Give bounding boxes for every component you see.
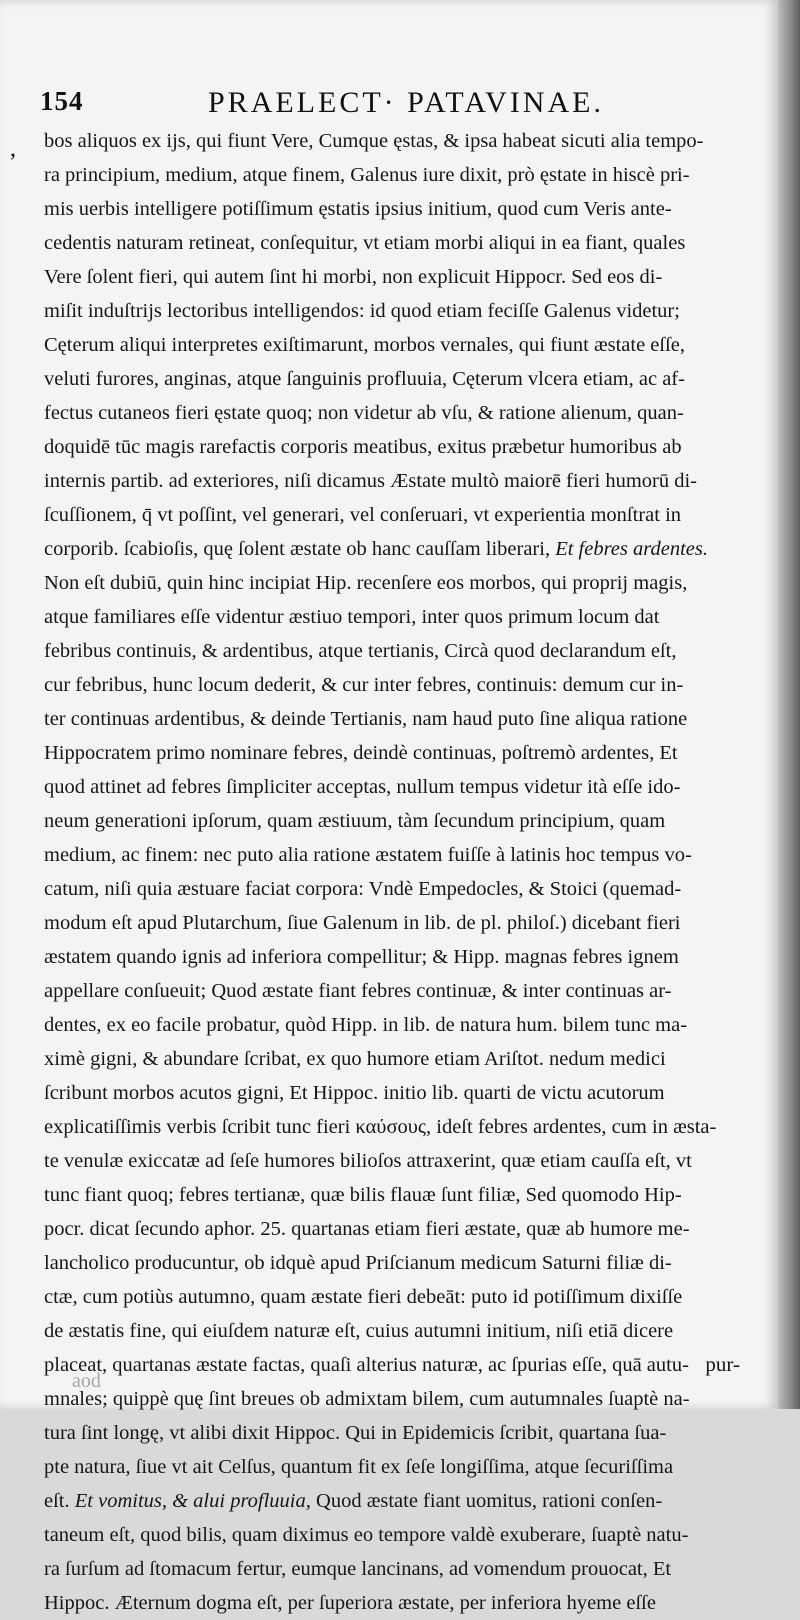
- text-line: [44, 1586, 772, 1620]
- text-line: [44, 1450, 772, 1484]
- text-line: [44, 1178, 772, 1212]
- text-segment: miſit induſtrijs lectoribus intelligendos: id quod etiam feciſſe Galenus videtur;: [44, 300, 680, 322]
- text-line: [44, 1144, 772, 1178]
- text-segment: Non eſt dubiū, quin hinc incipiat Hip. recenſere eos morbos, qui proprij magis,: [44, 572, 688, 594]
- text-segment: ra principium, medium, atque finem, Galenus iure dixit, prò ęstate in hiscè pri-: [44, 164, 690, 186]
- text-segment: cedentis naturam retineat, conſequitur, vt etiam morbi aliqui in ea fiant, quales: [44, 232, 686, 254]
- text-line: [44, 974, 772, 1008]
- text-segment: cur febribus, hunc locum dederit, & cur inter febres, continuis: demum cur in-: [44, 674, 684, 696]
- text-segment: mis uerbis intelligere potiſſimum ęstatis ipsius initium, quod cum Veris ante-: [44, 198, 672, 220]
- text-segment: Quod æstate fiant uomitus, rationi conſen-: [310, 1490, 663, 1512]
- page-number: 154: [40, 86, 84, 116]
- text-segment: ter continuas ardentibus, & deinde Tertianis, nam haud puto ſine aliqua ratione: [44, 708, 688, 730]
- italic-segment: Et vomitus, & alui profluuia,: [74, 1490, 311, 1512]
- text-line: [44, 736, 772, 770]
- text-segment: pocr. dicat ſecundo aphor. 25. quartanas etiam fieri æstate, quæ ab humore me-: [44, 1218, 690, 1240]
- text-segment: doquidē tūc magis rarefactis corporis meatibus, exitus præbetur humoribus ab: [44, 436, 682, 458]
- text-segment: internis partib. ad exteriores, niſi dicamus Æstate multò maiorē fieri humorū di-: [44, 470, 697, 492]
- text-line: [44, 872, 772, 906]
- text-segment: febribus continuis, & ardentibus, atque tertianis, Circà quod declarandum eſt,: [44, 640, 677, 662]
- text-segment: mnales; quippè quę ſint breues ob admixtam bilem, cum autumnales ſuaptè na-: [44, 1388, 690, 1410]
- margin-mark: ,: [10, 136, 16, 162]
- text-line: [44, 1552, 772, 1586]
- text-segment: dentes, ex eo facile probatur, quòd Hipp. in lib. de natura hum. bilem tunc ma-: [44, 1014, 688, 1036]
- text-segment: corporib. ſcabioſis, quę ſolent æstate ob hanc cauſſam liberari,: [44, 538, 556, 560]
- signature-mark: aod: [72, 1370, 101, 1392]
- text-line: [44, 906, 772, 940]
- text-line: [44, 1246, 772, 1280]
- text-line: [44, 192, 772, 226]
- text-line: [44, 396, 772, 430]
- italic-segment: Et febres ardentes.: [555, 538, 708, 560]
- text-line: [44, 294, 772, 328]
- text-segment: quod attinet ad febres ſimpliciter acceptas, nullum tempus videtur ità eſſe ido-: [44, 776, 681, 798]
- text-line: [44, 1042, 772, 1076]
- text-line: [44, 1518, 772, 1552]
- text-segment: lancholico producuntur, ob idquè apud Priſcianum medicum Saturni filiæ di-: [44, 1252, 672, 1274]
- text-segment: ra ſurſum ad ſtomacum fertur, eumque lancinans, ad vomendum prouocat, Et: [44, 1558, 672, 1580]
- text-line: [44, 1110, 772, 1144]
- text-line: [44, 498, 772, 532]
- text-line: [44, 430, 772, 464]
- text-line: [44, 940, 772, 974]
- text-line: [44, 1076, 772, 1110]
- text-segment: tunc fiant quoq; febres tertianæ, quæ bilis flauæ ſunt filiæ, Sed quomodo Hip-: [44, 1184, 682, 1206]
- text-line: [44, 1382, 772, 1416]
- text-segment: ſcribunt morbos acutos gigni, Et Hippoc. initio lib. quarti de victu acutorum: [44, 1082, 665, 1104]
- text-segment: te venulæ exiccatæ ad ſeſe humores bilioſos attraxerint, quæ etiam cauſſa eſt, vt: [44, 1150, 692, 1172]
- page-edge: [778, 0, 800, 1409]
- text-line: [44, 668, 772, 702]
- text-line: [44, 362, 772, 396]
- text-line: [44, 124, 772, 158]
- text-segment: placeat, quartanas æstate factas, quaſi alterius naturæ, ac ſpurias eſſe, quā autu-: [44, 1354, 689, 1376]
- text-segment: veluti furores, anginas, atque ſanguinis profluuia, Cęterum vlcera etiam, ac af-: [44, 368, 685, 390]
- text-line: [44, 226, 772, 260]
- text-line: [44, 464, 772, 498]
- text-segment: explicatiſſimis verbis ſcribit tunc fieri καύσους, ideſt febres ardentes, cum in æsta-: [44, 1116, 717, 1138]
- text-segment: modum eſt apud Plutarchum, ſiue Galenum in lib. de pl. philoſ.) dicebant fieri: [44, 912, 681, 934]
- text-segment: fectus cutaneos fieri ęstate quoq; non videtur ab vſu, & ratione alienum, quan-: [44, 402, 684, 424]
- text-line: [44, 702, 772, 736]
- text-line: [44, 1280, 772, 1314]
- text-segment: appellare conſueuit; Quod æstate fiant febres continuæ, & inter continuas ar-: [44, 980, 672, 1002]
- text-line: [44, 838, 772, 872]
- text-segment: eſt.: [44, 1490, 75, 1512]
- text-line: [44, 1348, 772, 1382]
- text-segment: bos aliquos ex ijs, qui fiunt Vere, Cumque ęstas, & ipsa habeat sicuti alia tempo-: [44, 130, 704, 152]
- text-segment: pte natura, ſiue vt ait Celſus, quantum fit ex ſeſe longiſſima, atque ſecuriſſima: [44, 1456, 674, 1478]
- text-line: [44, 600, 772, 634]
- text-segment: Hippocratem primo nominare febres, deindè continuas, poſtremò ardentes, Et: [44, 742, 678, 764]
- text-line: [44, 1484, 772, 1518]
- text-segment: æstatem quando ignis ad inferiora compellitur; & Hipp. magnas febres ignem: [44, 946, 679, 968]
- text-line: [44, 804, 772, 838]
- text-line: [44, 1416, 772, 1450]
- text-segment: atque familiares eſſe videntur æstiuo tempori, inter quos primum locum dat: [44, 606, 660, 628]
- body-text: [44, 124, 772, 1620]
- text-segment: de æstatis fine, qui eiuſdem naturæ eſt, cuius autumni initium, niſi etiā dicere: [44, 1320, 674, 1342]
- text-line: [44, 158, 772, 192]
- text-segment: taneum eſt, quod bilis, quam diximus eo tempore valdè exuberare, ſuaptè natu-: [44, 1524, 689, 1546]
- text-segment: neum generationi ipſorum, quam æstiuum, tàm ſecundum principium, quam: [44, 810, 666, 832]
- text-line: [44, 566, 772, 600]
- text-line: [44, 1314, 772, 1348]
- text-line: [44, 1212, 772, 1246]
- catchword: pur-: [705, 1352, 740, 1376]
- text-line: [44, 634, 772, 668]
- text-segment: Vere ſolent fieri, qui autem ſint hi morbi, non explicuit Hippocr. Sed eos di-: [44, 266, 663, 288]
- text-line: [44, 328, 772, 362]
- text-segment: ximè gigni, & abundare ſcribat, ex quo humore etiam Ariſtot. nedum medici: [44, 1048, 666, 1070]
- text-line: [44, 770, 772, 804]
- text-line: [44, 1008, 772, 1042]
- text-segment: ctæ, cum potiùs autumno, quam æstate fieri debeāt: puto id potiſſimum dixiſſe: [44, 1286, 683, 1308]
- text-segment: medium, ac finem: nec puto alia ratione æstatem fuiſſe à latinis hoc tempus vo-: [44, 844, 692, 866]
- text-segment: ſcuſſionem, q̄ vt poſſint, vel generari, vel conſeruari, vt experientia monſtrat in: [44, 504, 682, 526]
- text-segment: catum, niſi quia æstuare faciat corpora: Vndè Empedocles, & Stoici (quemad-: [44, 878, 682, 900]
- text-segment: Cęterum aliqui interpretes exiſtimarunt, morbos vernales, qui fiunt æstate eſſe,: [44, 334, 686, 356]
- page-header: [40, 86, 740, 124]
- text-segment: tura ſint longę, vt alibi dixit Hippoc. Qui in Epidemicis ſcribit, quartana ſua-: [44, 1422, 667, 1444]
- running-title: PRAELECT· PATAVINAE.: [208, 86, 604, 119]
- text-line: [44, 260, 772, 294]
- text-segment: Hippoc. Æternum dogma eſt, per ſuperiora æstate, per inferiora hyeme eſſe: [44, 1592, 656, 1614]
- text-line: [44, 532, 772, 566]
